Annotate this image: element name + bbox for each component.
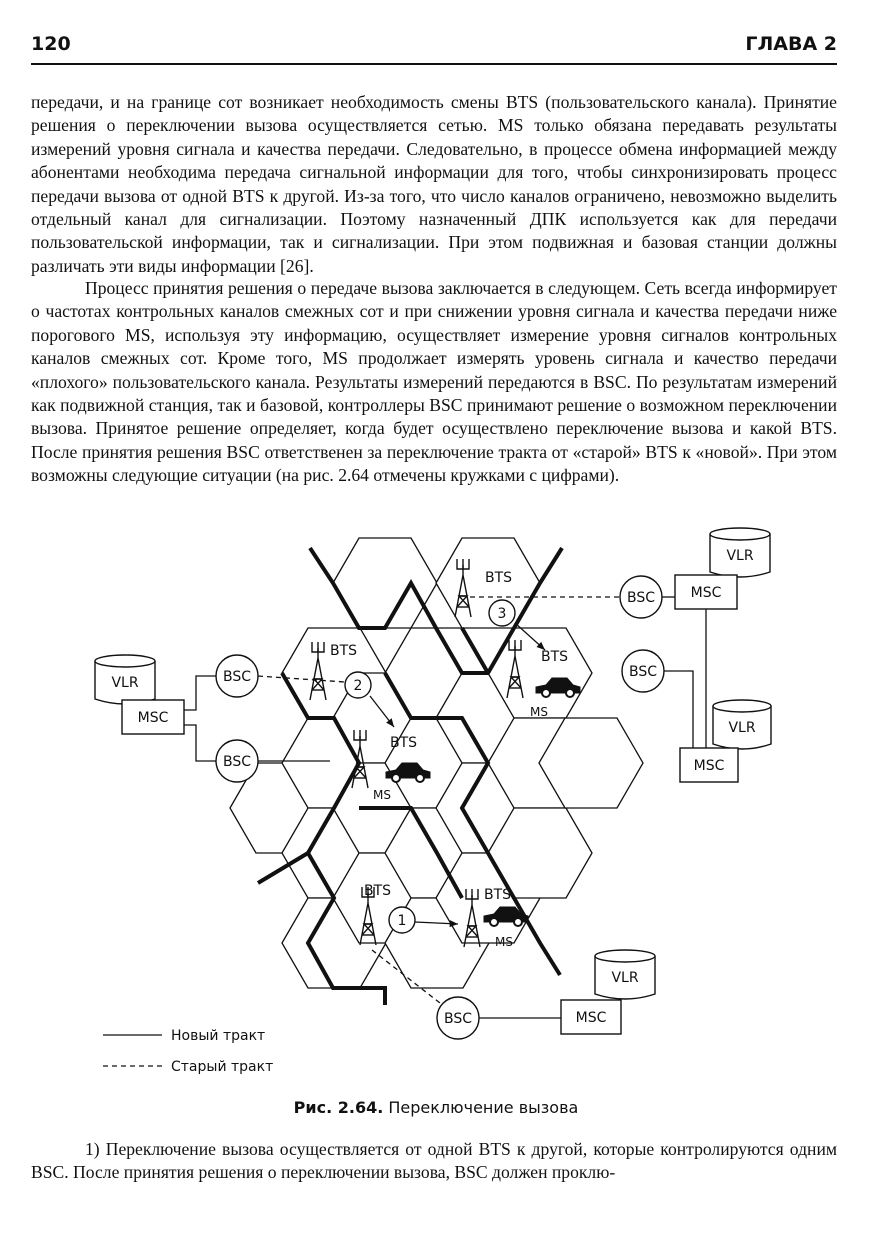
legend-old-path-label: Старый тракт <box>171 1059 274 1075</box>
msc-left-label: MSC <box>137 710 169 726</box>
ms-label-bottom: MS <box>495 935 513 949</box>
chapter-title: ГЛАВА 2 <box>745 33 837 55</box>
msc-bottom-label: MSC <box>575 1010 607 1026</box>
bts-label-bottom-left: BTS <box>364 883 392 899</box>
ms-label-center: MS <box>373 788 391 802</box>
msc-mid-right-label: MSC <box>693 758 725 774</box>
handover-figure <box>0 520 872 1100</box>
bsc-left-upper-label: BSC <box>222 669 252 685</box>
bsc-left-lower-label: BSC <box>222 754 252 770</box>
car-wheel <box>416 774 424 782</box>
vlr-top-right-label: VLR <box>726 548 754 564</box>
bts-label-bottom-right: BTS <box>484 887 512 903</box>
bts-label-top: BTS <box>485 570 513 586</box>
msc-top-right-label: MSC <box>690 585 722 601</box>
paragraph-1: передачи, и на границе сот возникает необходимость смены BTS (пользовательского канала). Принятие решения о переключении вызова осуществляется сетью. MS только обязана передавать результаты измерений уровня сигнала и качества передачи. Следовательно, в процессе обмена информацией между абонентами необходима передача сигнальной информации для того, чтобы синхронизировать процесс передачи вызова от одной BTS к другой. Из-за того, что число каналов ограничено, невозможно выделить отдельный канал для сигнализации. Поэтому назначенный ДПК используется как для передачи пользовательской информации, так и сигнализации. При этом подвижная и базовая станции должны различать эти виды информации [26]. <box>31 92 837 276</box>
bts-label-center: BTS <box>390 735 418 751</box>
figure-caption-label: Рис. 2.64. <box>293 1098 384 1117</box>
link-bsc-msc-left-lower <box>184 725 216 761</box>
vlr-top <box>710 528 770 540</box>
link-bsc-msc-mid <box>664 671 693 748</box>
figure-caption-text: Переключение вызова <box>388 1098 579 1117</box>
car-wheel <box>566 689 574 697</box>
vlr-bottom-label: VLR <box>611 970 639 986</box>
legend-new-path-label: Новый тракт <box>171 1028 266 1044</box>
vlr-top <box>713 700 771 712</box>
bsc-top-right-label: BSC <box>626 590 656 606</box>
figure-caption <box>0 1098 872 1117</box>
car-wheel <box>542 689 550 697</box>
handover-diagram <box>0 520 872 1100</box>
page-number: 120 <box>31 33 71 55</box>
vlr-top <box>95 655 155 667</box>
car-wheel <box>514 918 522 926</box>
vlr-left-label: VLR <box>111 675 139 691</box>
paragraph-3: 1) Переключение вызова осуществляется от одной BTS к другой, которые контролируются одним BSC. После принятия решения о переключении вызова, BSC должен проклю- <box>31 1139 837 1183</box>
page-header <box>31 33 837 65</box>
bsc-mid-right-label: BSC <box>628 664 658 680</box>
marker-1-number: 1 <box>397 913 407 929</box>
hex-cell <box>333 538 437 628</box>
car-wheel <box>392 774 400 782</box>
vlr-top <box>595 950 655 962</box>
link-bsc-msc-left-upper <box>184 676 216 710</box>
vlr-mid-right-label: VLR <box>728 720 756 736</box>
car-wheel <box>490 918 498 926</box>
hex-grid <box>230 538 643 988</box>
bts-label-left: BTS <box>330 643 358 659</box>
ms-label-right: MS <box>530 705 548 719</box>
bts-label-right: BTS <box>541 649 569 665</box>
marker-2-number: 2 <box>353 678 363 694</box>
bsc-bottom-label: BSC <box>443 1011 473 1027</box>
marker-3-number: 3 <box>497 606 507 622</box>
paragraph-2: Процесс принятия решения о передаче вызова заключается в следующем. Сеть всегда информирует о частотах контрольных каналов смежных сот и при снижении уровня сигнала и качества передачи ниже порогового MS, используя эту информацию, осуществляет измерение уровня сигналов контрольных каналов смежных сот. Кроме того, MS продолжает измерять уровень сигнала и качество передачи «плохого» пользовательского канала. Результаты измерений передаются в BSC. По результатам измерений как подвижной станция, так и базовой, контроллеры BSC принимают решение о возможном переключении вызова. Принятое решение определяет, когда будет осуществлено переключение вызова и какой BTS. После принятия решения BSC ответственен за переключение тракта от «старой» BTS к «новой». При этом возможны следующие ситуации (на рис. 2.64 отмечены кружками с цифрами). <box>31 278 837 486</box>
